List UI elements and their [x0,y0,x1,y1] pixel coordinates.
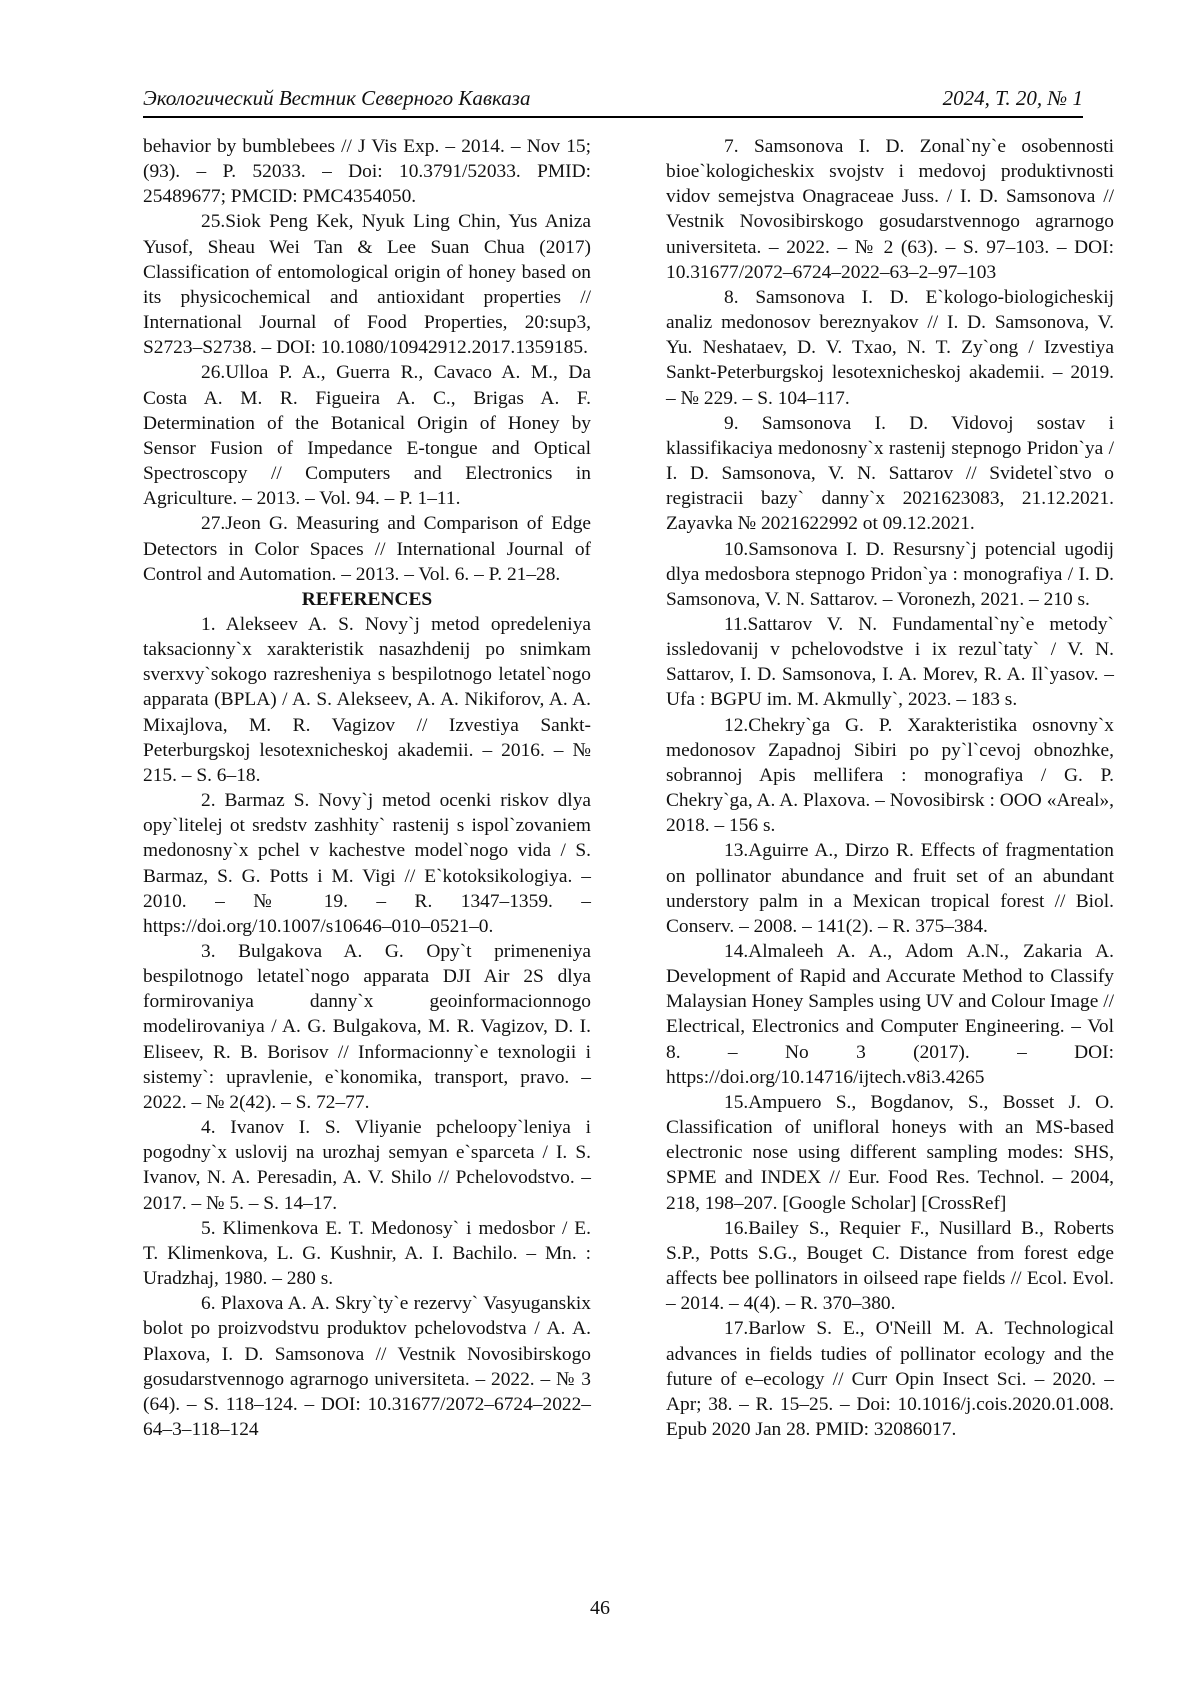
reference-12: 12.Chekry`ga G. P. Xarakteristika osnovny`x medonosov Zapadnoj Sibiri po py`l`cevoj obnozhke, sobrannoj Apis mellifera : monografiya / G. P. Chekry`ga, A. A. Plaxova. – Novosibirsk : OOO «Areal», 2018. – 156 s. [666,714,1114,837]
reference-item-26: 26.Ulloa P. A., Guerra R., Cavaco A. M., Da Costa A. M. R. Figueira A. C., Brigas A. F. Determination of the Botanical Origin of Honey by Sensor Fusion of Impedance E-tongue and Optical Spectroscopy // Computers and Electronics in Agriculture. – 2013. – Vol. 94. – P. 1–11. [143,362,591,510]
reference-15: 15.Ampuero S., Bogdanov, S., Bosset J. O. Classification of unifloral honeys with an MS-based electronic nose using different sampling modes: SHS, SPME and INDEX // Eur. Food Res. Technol. – 2004, 218, 198–207. [Google Scholar] [CrossRef] [666,1091,1114,1214]
reference-16: 16.Bailey S., Requier F., Nusillard B., Roberts S.P., Potts S.G., Bouget C. Distance from forest edge affects bee pollinators in oilseed rape fields // Ecol. Evol. – 2014. – 4(4). – R. 370–380. [666,1217,1114,1315]
reference-item-27: 27.Jeon G. Measuring and Comparison of Edge Detectors in Color Spaces // International Journal of Control and Automation. – 2013. – Vol. 6. – P. 21–28. [143,513,591,585]
reference-9: 9. Samsonova I. D. Vidovoj sostav i klassifikaciya medonosny`x rastenij stepnogo Pridon`ya / I. D. Samsonova, V. N. Sattarov // Svidetel`stvo o registracii bazy` danny`x 2021623083, 21.12.2021. Zayavka № 2021622992 ot 09.12.2021. [666,412,1114,535]
page-header [143,84,1083,118]
left-column [143,134,591,1442]
reference-1: 1. Alekseev A. S. Novy`j metod opredeleniya taksacionny`x xarakteristik nasazhdenij po snimkam sverxvy`sokogo razresheniya s bespilotnogo letatel`nogo apparata (BPLA) / A. S. Alekseev, A. A. Nikiforov, A. A. Mixajlova, M. R. Vagizov // Izvestiya Sankt-Peterburgskoj lesotexnicheskoj akademii. – 2016. – № 215. – S. 6–18. [143,613,591,786]
issue-info: 2024, Т. 20, № 1 [942,86,1083,110]
journal-title: Экологический Вестник Северного Кавказа [143,86,531,110]
page-number: 46 [590,1597,610,1619]
reference-6: 6. Plaxova A. A. Skry`ty`e rezervy` Vasyuganskix bolot po proizvodstvu produktov pchelovodstva / A. A. Plaxova, I. D. Samsonova // Vestnik Novosibirskogo gosudarstvennogo agrarnogo universiteta. – 2022. – № 3 (64). – S. 118–124. – DOI: 10.31677/2072–6724–2022–64–3–118–124 [143,1293,591,1440]
right-column [666,134,1114,1442]
reference-10: 10.Samsonova I. D. Resursny`j potencial ugodij dlya medosbora stepnogo Pridon`ya : monografiya / I. D. Samsonova, V. N. Sattarov. – Voronezh, 2021. – 210 s. [666,538,1114,610]
reference-4: 4. Ivanov I. S. Vliyanie pcheloopy`leniya i pogodny`x uslovij na urozhaj semyan e`sparceta / I. S. Ivanov, N. A. Peresadin, A. V. Shilo // Pchelovodstvo. – 2017. – № 5. – S. 14–17. [143,1117,591,1214]
reference-5: 5. Klimenkova E. T. Medonosy` i medosbor / E. T. Klimenkova, L. G. Kushnir, A. I. Bachilo. – Mn. : Uradzhaj, 1980. – 280 s. [143,1217,591,1290]
reference-item-24-continued: behavior by bumblebees // J Vis Exp. – 2014. – Nov 15;(93). – P. 52033. – Doi: 10.3791/52033. PMID: 25489677; PMCID: PMC4354050. [143,136,591,208]
reference-3: 3. Bulgakova A. G. Opy`t primeneniya bespilotnogo letatel`nogo apparata DJI Air 2S dlya formirovaniya danny`x geoinformacionnogo modelirovaniya / A. G. Bulgakova, M. R. Vagizov, D. I. Eliseev, R. B. Borisov // Informacionny`e texnologii i sistemy`: upravlenie, e`konomika, transport, pravo. – 2022. – № 2(42). – S. 72–77. [143,941,591,1113]
reference-11: 11.Sattarov V. N. Fundamental`ny`e metody` issledovanij v pchelovodstve i ix rezul`taty` / V. N. Sattarov, I. D. Samsonova, I. A. Morev, R. A. Il`yasov. – Ufa : BGPU im. M. Akmully`, 2023. – 183 s. [666,613,1114,711]
reference-17: 17.Barlow S. E., O'Neill M. A. Technological advances in fields tudies of pollinator ecology and the future of e–ecology // Curr Opin Insect Sci. – 2020. – Apr; 38. – R. 15–25. – Doi: 10.1016/j.cois.2020.01.008. Epub 2020 Jan 28. PMID: 32086017. [666,1318,1114,1440]
reference-7: 7. Samsonova I. D. Zonal`ny`e osobennosti bioe`kologicheskix svojstv i medovoj produktivnosti vidov semejstva Onagraceae Juss. / I. D. Samsonova // Vestnik Novosibirskogo gosudarstvennogo agrarnogo universiteta. – 2022. – № 2 (63). – S. 97–103. – DOI: 10.31677/2072–6724–2022–63–2–97–103 [666,136,1114,283]
reference-8: 8. Samsonova I. D. E`kologo-biologicheskij analiz medonosov bereznyakov // I. D. Samsonova, V. Yu. Neshataev, D. V. Txao, N. T. Zy`ong / Izvestiya Sankt-Peterburgskoj lesotexnicheskoj akademii. – 2019. – № 229. – S. 104–117. [666,286,1114,409]
reference-2: 2. Barmaz S. Novy`j metod ocenki riskov dlya opy`litelej ot sredstv zashhity` rastenij s ispol`zovaniem medonosny`x pchel v kachestve model`nogo vida / S. Barmaz, S. G. Potts i M. Vigi // E`kotoksikologiya. – 2010. – № 19. – R. 1347–1359. – https://doi.org/10.1007/s10646–010–0521–0. [143,790,591,937]
reference-item-25: 25.Siok Peng Kek, Nyuk Ling Chin, Yus Aniza Yusof, Sheau Wei Tan & Lee Suan Chua (2017) Classification of entomological origin of honey based on its physicochemical and antioxidant properties // International Journal of Food Properties, 20:sup3, S2723–S2738. – DOI: 10.1080/10942912.2017.1359185. [143,211,591,359]
reference-14: 14.Almaleeh A. A., Adom A.N., Zakaria A. Development of Rapid and Accurate Method to Classify Malaysian Honey Samples using UV and Colour Image // Electrical, Electronics and Computer Engineering. – Vol 8. – No 3 (2017). – DOI: https://doi.org/10.14716/ijtech.v8i3.4265 [666,941,1114,1088]
reference-13: 13.Aguirre A., Dirzo R. Effects of fragmentation on pollinator abundance and fruit set of an abundant understory palm in a Mexican tropical forest // Biol. Conserv. – 2008. – 141(2). – R. 375–384. [666,840,1114,937]
references-heading: REFERENCES [301,588,433,610]
